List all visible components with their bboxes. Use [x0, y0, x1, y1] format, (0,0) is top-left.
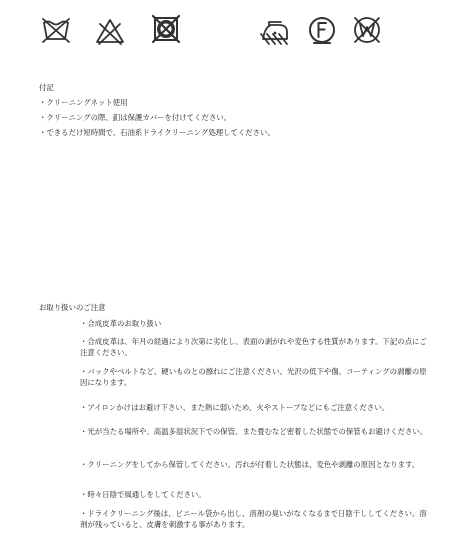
wet-clean-prohibited-icon	[351, 14, 383, 46]
caution-item: ・ドライクリーニング後は、ビニール袋から出し、溶剤の臭いがなくなるまで日陰干ししてください。溶剤が残っていると、皮膚を刺激する事があります。	[80, 509, 427, 529]
caution-item: ・光が当たる場所や、高温多湿状況下での保管、また畳むなど密着した状態での保管もお避けください。	[80, 427, 428, 436]
notes-item: ・クリーニングネット使用	[39, 98, 128, 107]
caution-item: ・クリーニングをしてから保管してください。汚れが付着した状態は、変色や剥離の原因となります。	[80, 460, 420, 469]
notes-item: ・クリーニングの際、釦は保護カバーを付けてください。	[39, 113, 232, 122]
notes-item: ・できるだけ短時間で、石油系ドライクリーニング処理してください。	[39, 128, 275, 137]
hand-wash-prohibited-icon	[40, 14, 72, 46]
caution-item: ・時々日陰で風通しをしてください。	[80, 490, 206, 499]
caution-item: ・バックやベルトなど、硬いものとの擦れにご注意ください。光沢の低下や傷、コーティングの剥離の原因になります。	[80, 367, 427, 387]
notes-section	[39, 80, 449, 140]
care-symbols-row	[0, 14, 460, 54]
iron-low-temperature-icon	[259, 14, 291, 46]
tumble-dry-prohibited-icon	[150, 14, 182, 46]
bleach-prohibited-icon	[94, 14, 126, 46]
notes-heading: 付記	[39, 83, 54, 92]
caution-item: ・合成皮革のお取り扱い	[80, 319, 162, 328]
caution-item: ・合成皮革は、年月の経過により次第に劣化し、表面の剥がれや変色する性質があります。下記の点にご注意ください。	[80, 337, 427, 357]
caution-heading: お取り扱いのご注意	[39, 303, 106, 312]
caution-item: ・アイロンかけはお避け下さい、また熱に弱いため、火やストーブなどにもご注意ください。	[80, 403, 390, 412]
dry-clean-petroleum-icon	[306, 14, 338, 46]
